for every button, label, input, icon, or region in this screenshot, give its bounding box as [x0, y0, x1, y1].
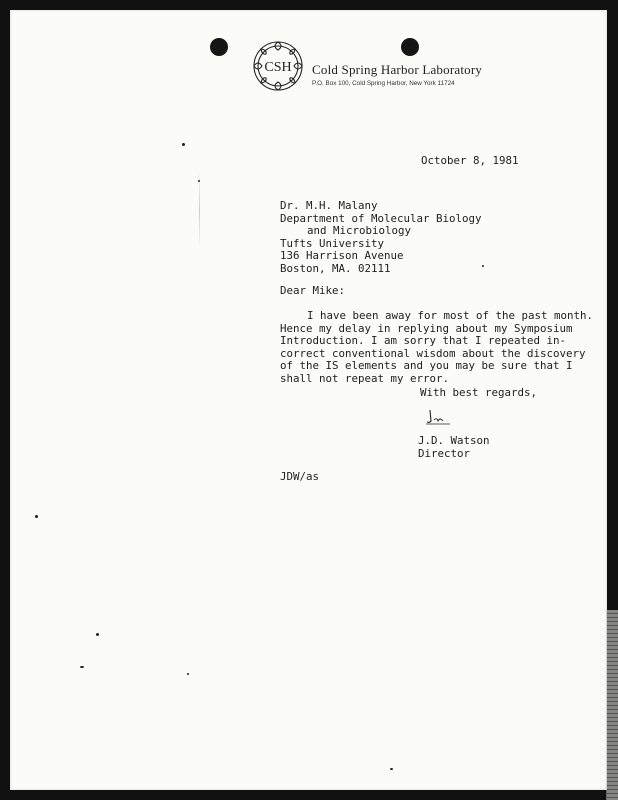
paper-speck [80, 666, 84, 668]
signatory-title: Director [418, 447, 471, 460]
letter-date: October 8, 1981 [421, 154, 519, 167]
punch-hole-right [401, 38, 419, 56]
signatory-name: J.D. Watson [418, 434, 490, 447]
page-edge-strip [606, 610, 618, 800]
body-line: shall not repeat my error. [280, 371, 450, 385]
letter-page [10, 10, 607, 790]
body-line: I have been away for most of the past month. [307, 309, 594, 322]
recipient-line: Boston, MA. 02111 [280, 261, 391, 275]
body-line: correct conventional wisdom about the discovery [280, 346, 586, 360]
salutation: Dear Mike: [280, 284, 346, 297]
handwritten-signature-icon [424, 408, 454, 426]
closing: With best regards, [420, 386, 538, 399]
page-crease [199, 170, 200, 250]
paper-speck [482, 265, 484, 267]
lab-name: Cold Spring Harbor Laboratory [312, 62, 483, 77]
recipient-line: Department of Molecular Biology [280, 211, 482, 225]
paper-speck [182, 143, 185, 146]
paper-speck [96, 633, 99, 636]
body-line: Introduction. I am sorry that I repeated in- [280, 334, 567, 348]
recipient-line: Dr. M.H. Malany [280, 199, 378, 212]
body-line: of the IS elements and you may be sure that I [280, 359, 573, 373]
recipient-line: Tufts University [280, 236, 385, 250]
lab-address: P.O. Box 100, Cold Spring Harbor, New York 11724 [312, 80, 455, 87]
recipient-line: and Microbiology [307, 224, 412, 238]
punch-hole-left [210, 38, 228, 56]
csh-logo-icon [250, 38, 306, 94]
paper-speck [187, 673, 189, 675]
body-line: Hence my delay in replying about my Symposium [280, 321, 573, 335]
recipient-line: 136 Harrison Avenue [280, 249, 404, 263]
logo-text: CSH [264, 60, 292, 75]
paper-speck [198, 180, 200, 182]
reference-initials: JDW/as [280, 470, 320, 483]
recipient-address [280, 200, 482, 276]
paper-speck [35, 515, 38, 518]
paper-speck [390, 768, 393, 770]
letter-body [280, 310, 593, 386]
